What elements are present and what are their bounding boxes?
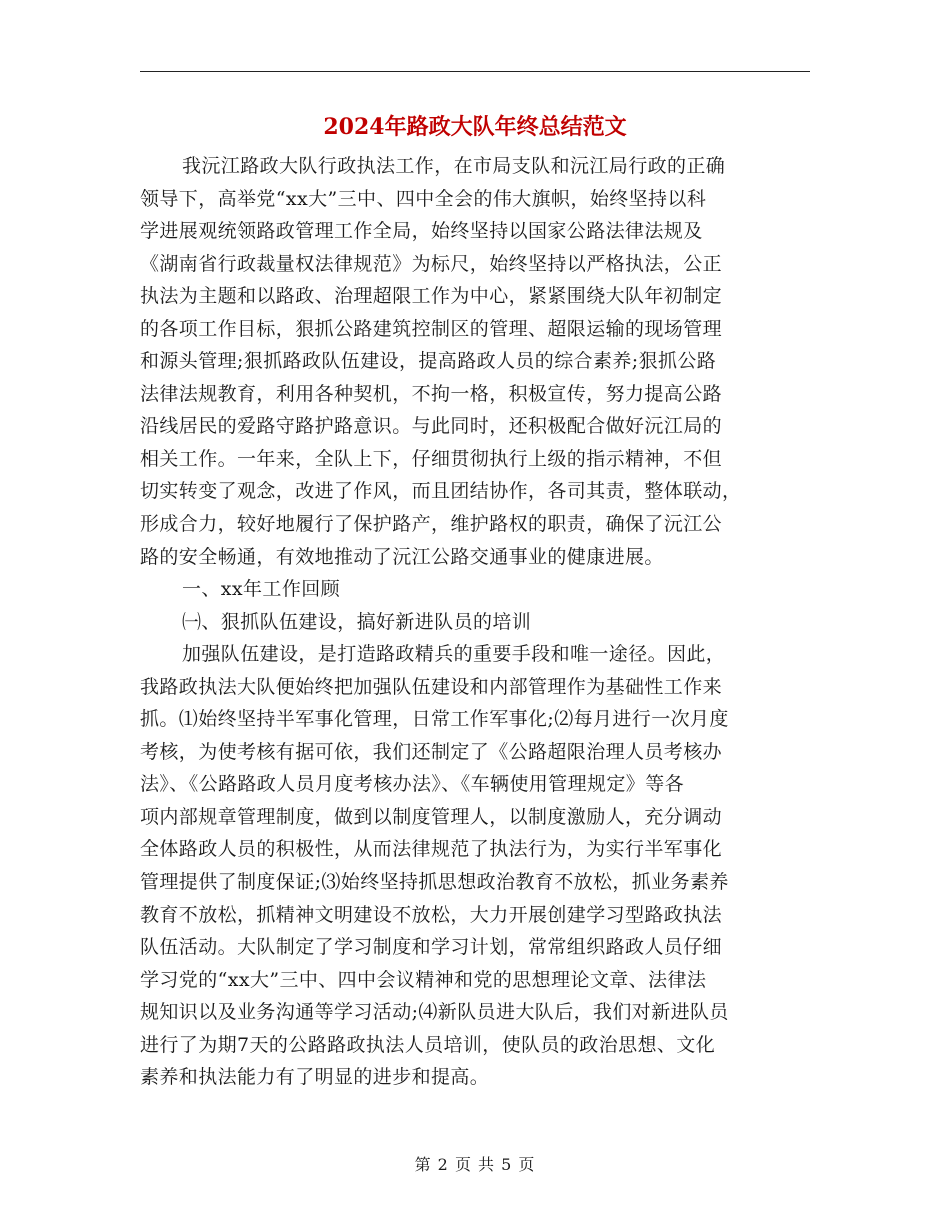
text-line: 素养和执法能力有了明显的进步和提高。 [140,1066,490,1089]
text-line: 领导下，高举党“xx大”三中、四中全会的伟大旗帜，始终坚持以科 [140,187,707,210]
paragraph-intro [140,150,810,573]
text-line: 我沅江路政大队行政执法工作，在市局支队和沅江局行政的正确 [182,155,726,177]
section-heading: 一、xx年工作回顾 [182,578,341,601]
text-line: 管理提供了制度保证;⑶始终坚持抓思想政治教育不放松，抓业务素养 [140,871,729,894]
header-rule [140,71,810,72]
text-line: 规知识以及业务沟通等学习活动;⑷新队员进大队后，我们对新进队员 [140,1001,729,1024]
text-line: 教育不放松，抓精神文明建设不放松，大力开展创建学习型路政执法 [140,903,723,926]
text-line: 全体路政人员的积极性，从而法律规范了执法行为，为实行半军事化 [140,838,723,861]
text-line: 相关工作。一年来，全队上下，仔细贯彻执行上级的指示精神，不但 [140,447,723,470]
document-body [140,150,810,1094]
text-line: 队伍活动。大队制定了学习制度和学习计划，常常组织路政人员仔细 [140,936,723,959]
text-line: 项内部规章管理制度，做到以制度管理人，以制度激励人，充分调动 [140,805,723,828]
text-line: 学习党的“xx大”三中、四中会议精神和党的思想理论文章、法律法 [140,968,707,991]
text-line: 形成合力，较好地履行了保护路产，维护路权的职责，确保了沅江公 [140,513,723,536]
text-line: 考核，为使考核有据可依，我们还制定了《公路超限治理人员考核办 [140,740,723,763]
text-line: 法》、《公路路政人员月度考核办法》、《车辆使用管理规定》等各 [140,773,685,796]
text-line: 沿线居民的爱路守路护路意识。与此同时，还积极配合做好沅江局的 [140,415,723,438]
text-line: 进行了为期7天的公路路政执法人员培训，使队员的政治思想、文化 [140,1033,716,1056]
text-line: 执法为主题和以路政、治理超限工作为中心，紧紧围绕大队年初制定 [140,285,723,308]
text-line: 加强队伍建设，是打造路政精兵的重要手段和唯一途径。因此， [182,643,726,666]
paragraph-team-building [140,638,810,1094]
text-line: 法律法规教育，利用各种契机，不拘一格，积极宣传，努力提高公路 [140,382,723,405]
text-line: 的各项工作目标，狠抓公路建筑控制区的管理、超限运输的现场管理 [140,317,723,340]
text-line: 学进展观统领路政管理工作全局，始终坚持以国家公路法律法规及 [140,220,703,243]
text-line: 抓。⑴始终坚持半军事化管理，日常工作军事化;⑵每月进行一次月度 [140,708,729,731]
text-line: 路的安全畅通，有效地推动了沅江公路交通事业的健康进展。 [140,545,664,568]
text-line: 和源头管理;狠抓路政队伍建设，提高路政人员的综合素养;狠抓公路 [140,350,717,373]
text-line: 切实转变了观念，改进了作风，而且团结协作，各司其责，整体联动， [140,480,742,503]
page-number-footer: 第 2 页 共 5 页 [414,1155,536,1174]
text-line: 《湖南省行政裁量权法律规范》为标尺，始终坚持以严格执法，公正 [140,252,723,275]
text-line: 我路政执法大队便始终把加强队伍建设和内部管理作为基础性工作来 [140,675,723,698]
document-title: 2024年路政大队年终总结范文 [323,114,627,140]
subsection-heading: ㈠、狠抓队伍建设，搞好新进队员的培训 [182,610,532,633]
